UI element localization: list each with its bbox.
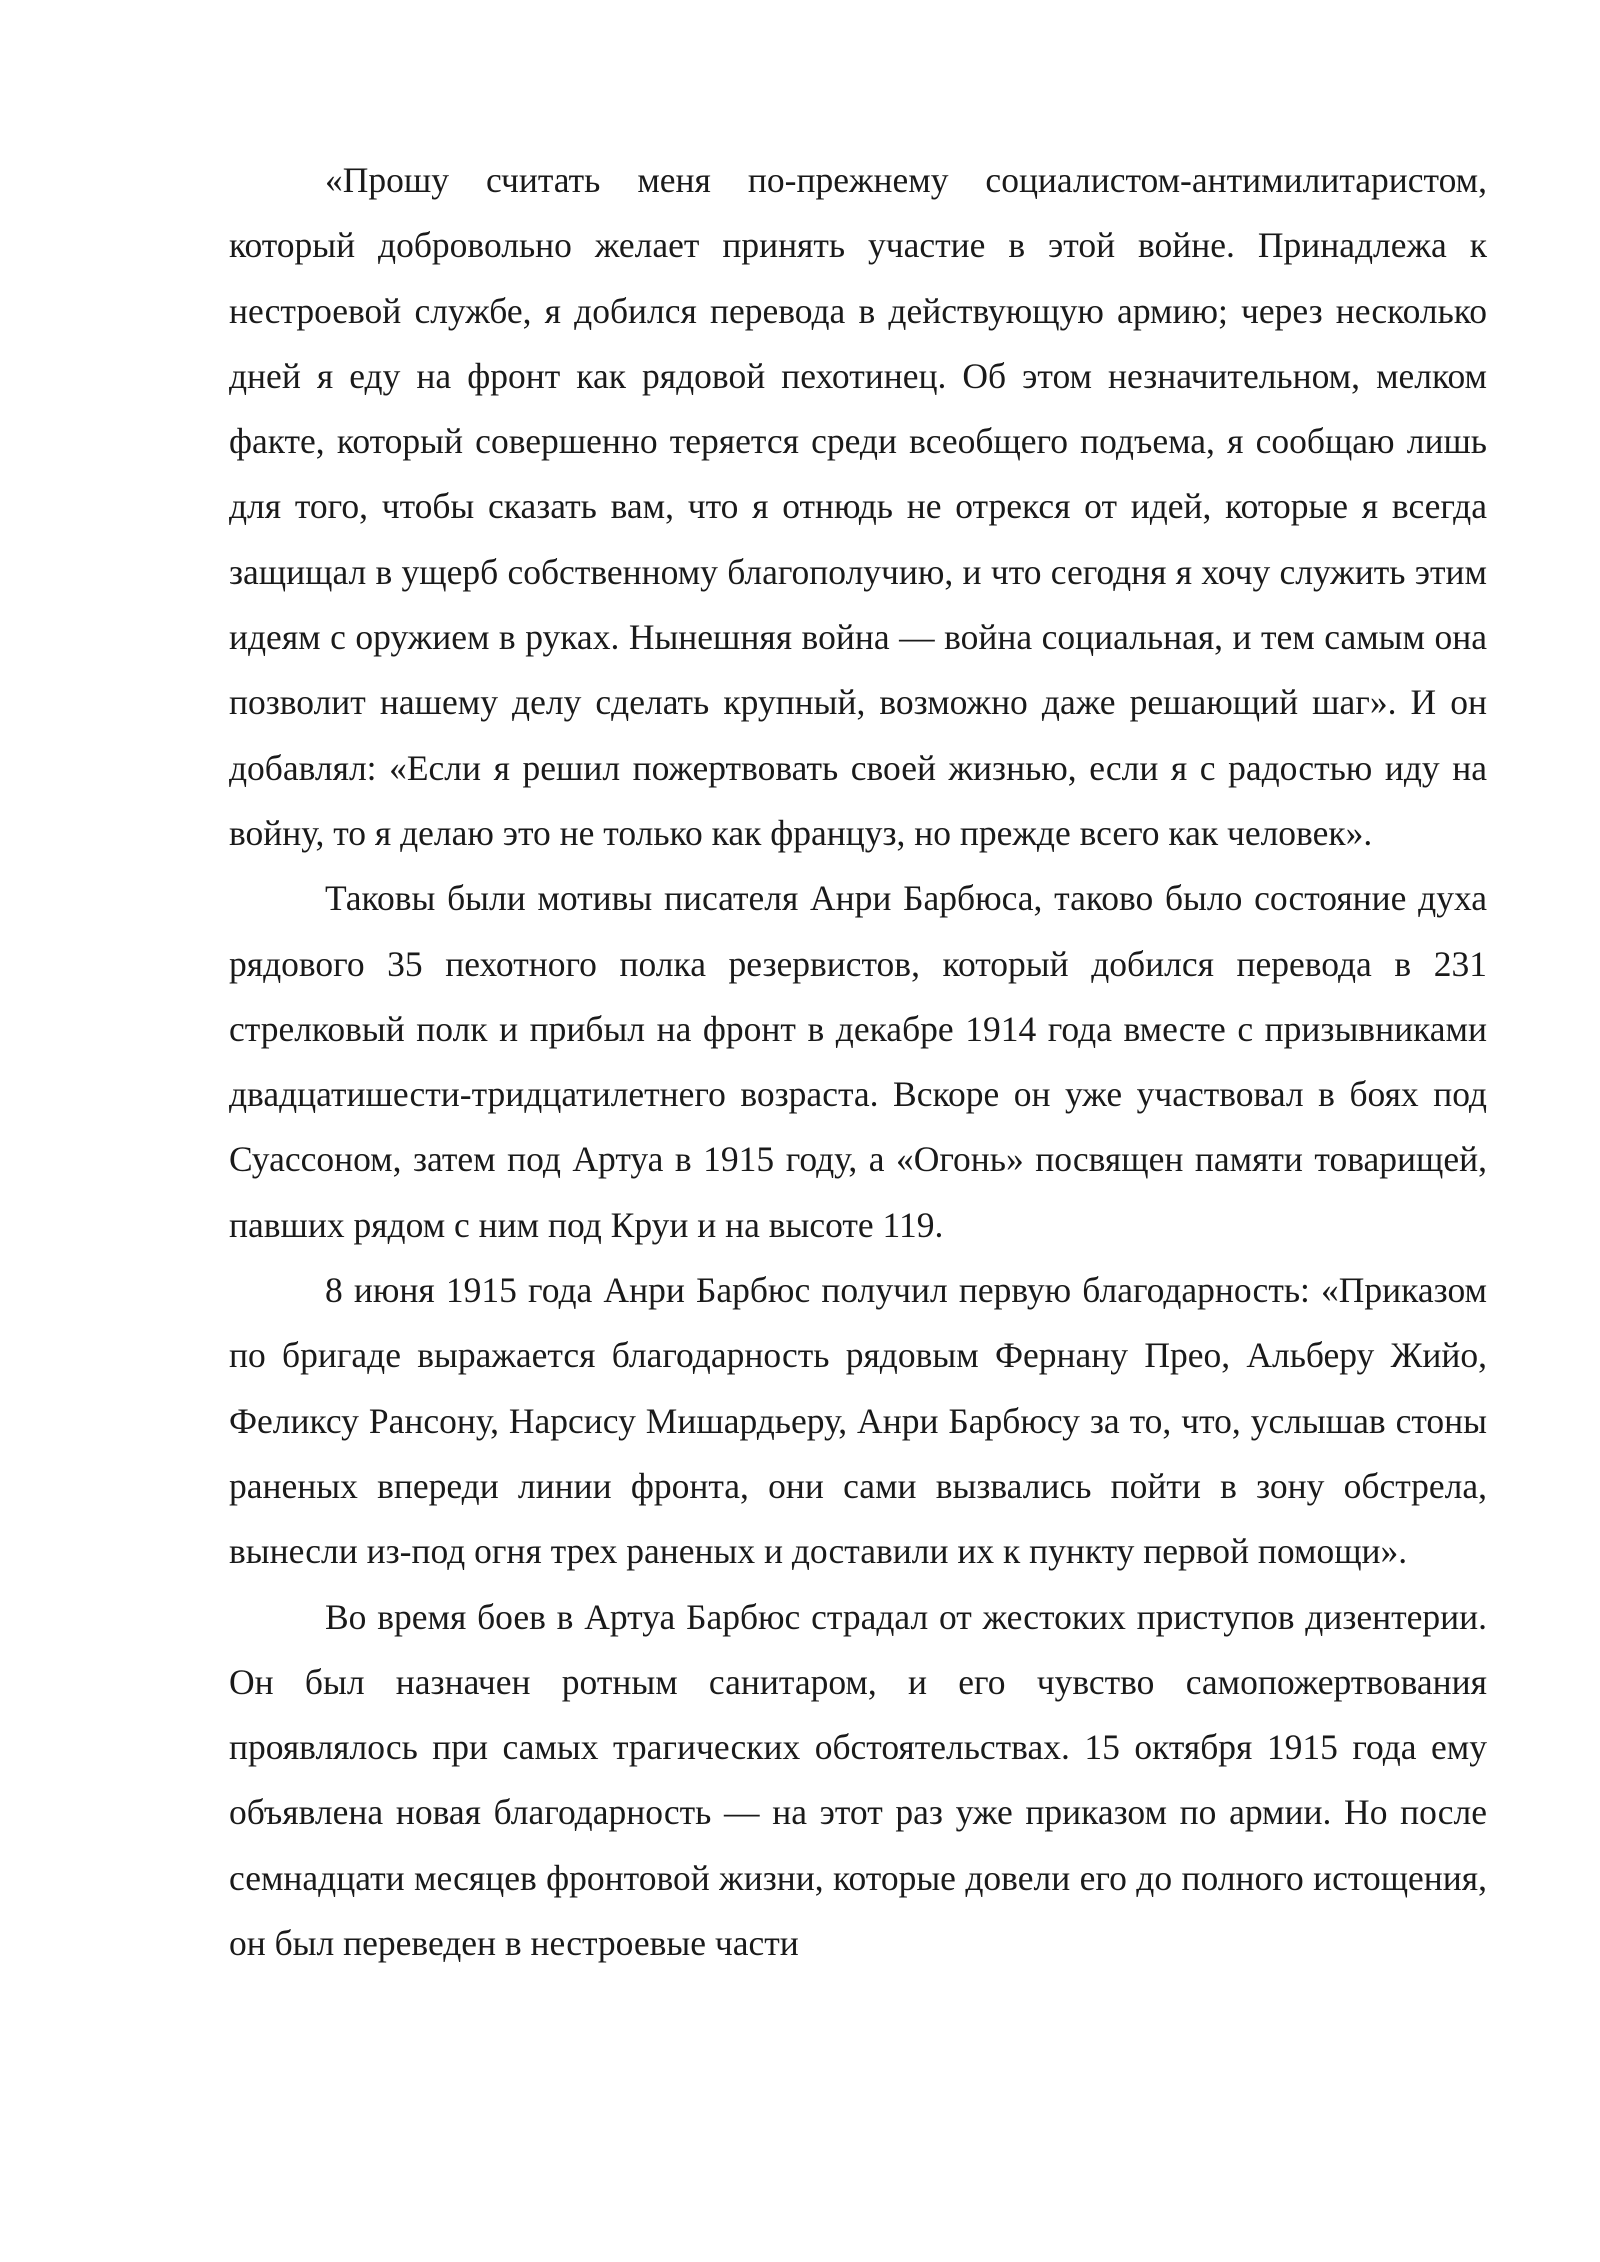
paragraph-1: «Прошу считать меня по-прежнему социалистом-антимилитаристом, который добровольно желает принять участие в этой войне. Принадлежа к нестроевой службе, я добился перевода в действующую армию; через несколько дней я еду на фронт как рядовой пехотинец. Об этом незначительном, мелком факте, который совершенно теряется среди всеобщего подъема, я сообщаю лишь для того, чтобы сказать вам, что я отнюдь не отрекся от идей, которые я всегда защищал в ущерб собственному благополучию, и что сегодня я хочу служить этим идеям с оружием в руках. Нынешняя война — война социальная, и тем самым она позволит нашему делу сделать крупный, возможно даже решающий шаг». И он добавлял: «Если я решил пожертвовать своей жизнью, если я с радостью иду на войну, то я делаю это не только как француз, но прежде всего как человек». xyxy=(229,160,1487,853)
paragraph-2: Таковы были мотивы писателя Анри Барбюса, таково было состояние духа рядового 35 пехотного полка резервистов, который добился перевода в 231 стрелковый полк и прибыл на фронт в декабре 1914 года вместе с призывниками двадцатишести-тридцатилетнего возраста. Вскоре он уже участвовал в боях под Суассоном, затем под Артуа в 1915 году, а «Огонь» посвящен памяти товарищей, павших рядом с ним под Круи и на высоте 119. xyxy=(229,878,1487,1245)
paragraph-3: 8 июня 1915 года Анри Барбюс получил первую благодарность: «Приказом по бригаде выражается благодарность рядовым Фернану Прео, Альберу Жийо, Феликсу Рансону, Нарсису Мишардьеру, Анри Барбюсу за то, что, услышав стоны раненых впереди линии фронта, они сами вызвались пойти в зону обстрела, вынесли из-под огня трех раненых и доставили их к пункту первой помощи». xyxy=(229,1270,1487,1572)
paragraph-4: Во время боев в Артуа Барбюс страдал от жестоких приступов дизентерии. Он был назначен ротным санитаром, и его чувство самопожертвования проявлялось при самых трагических обстоятельствах. 15 октября 1915 года ему объявлена новая благодарность — на этот раз уже приказом по армии. Но после семнадцати месяцев фронтовой жизни, которые довели его до полного истощения, он был переведен в нестроевые части xyxy=(229,1596,1487,1964)
document-body xyxy=(229,148,1487,1976)
